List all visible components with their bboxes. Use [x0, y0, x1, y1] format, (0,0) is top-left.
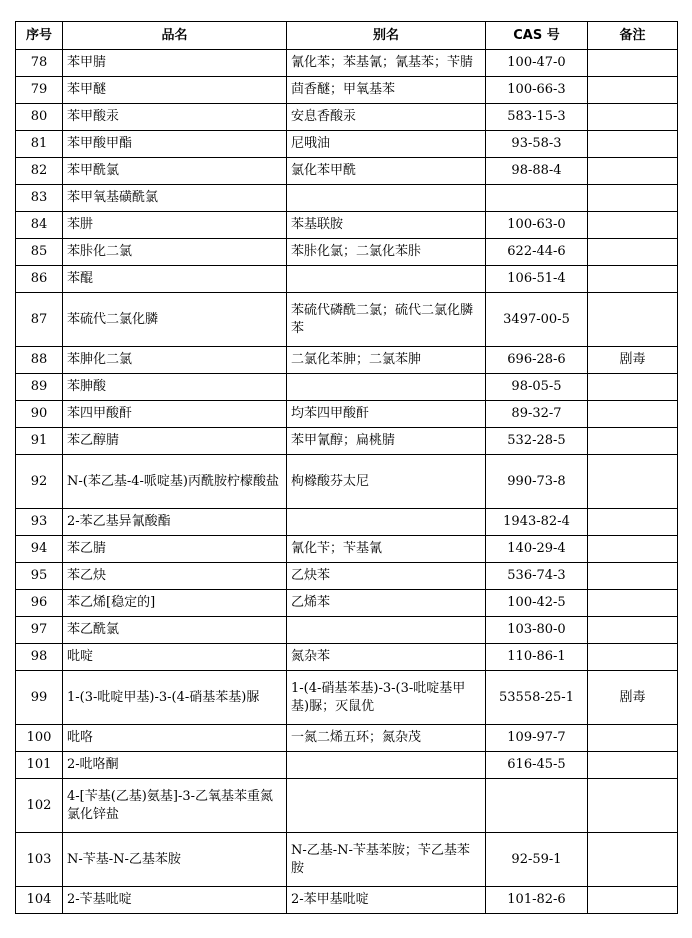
product-name-cell: 苯甲醚: [63, 77, 287, 104]
cas-number-cell: 100-42-5: [486, 590, 588, 617]
alias-cell: [287, 617, 486, 644]
table-row: [16, 752, 678, 779]
cas-number-cell: 89-32-7: [486, 401, 588, 428]
serial-number-cell: 78: [16, 50, 63, 77]
serial-number-cell: 82: [16, 158, 63, 185]
remarks-cell: [588, 239, 678, 266]
table-row: [16, 158, 678, 185]
cas-number-cell: 53558-25-1: [486, 671, 588, 725]
cas-number-cell: 3497-00-5: [486, 293, 588, 347]
cas-number-cell: 92-59-1: [486, 833, 588, 887]
cas-number-cell: 532-28-5: [486, 428, 588, 455]
cas-number-cell: 990-73-8: [486, 455, 588, 509]
table-row: [16, 347, 678, 374]
cas-number-cell: 100-47-0: [486, 50, 588, 77]
serial-number-cell: 103: [16, 833, 63, 887]
product-name-cell: 苯甲酸汞: [63, 104, 287, 131]
remarks-cell: [588, 590, 678, 617]
serial-number-cell: 97: [16, 617, 63, 644]
remarks-cell: [588, 536, 678, 563]
table-row: [16, 563, 678, 590]
remarks-cell: [588, 77, 678, 104]
serial-number-cell: 92: [16, 455, 63, 509]
alias-cell: 苯硫代磷酰二氯；硫代二氯化膦苯: [287, 293, 486, 347]
remarks-cell: [588, 617, 678, 644]
remarks-cell: [588, 779, 678, 833]
product-name-cell: 苯甲腈: [63, 50, 287, 77]
header-cas-number: CAS 号: [486, 22, 588, 50]
cas-number-cell: 100-63-0: [486, 212, 588, 239]
serial-number-cell: 100: [16, 725, 63, 752]
serial-number-cell: 85: [16, 239, 63, 266]
header-serial-number: 序号: [16, 22, 63, 50]
remarks-cell: [588, 185, 678, 212]
alias-cell: 氯化苯甲酰: [287, 158, 486, 185]
table-row: [16, 212, 678, 239]
product-name-cell: 4-[苄基(乙基)氨基]-3-乙氧基苯重氮氯化锌盐: [63, 779, 287, 833]
cas-number-cell: 536-74-3: [486, 563, 588, 590]
table-row: [16, 887, 678, 914]
serial-number-cell: 101: [16, 752, 63, 779]
table-row: [16, 77, 678, 104]
product-name-cell: 苯乙腈: [63, 536, 287, 563]
alias-cell: [287, 509, 486, 536]
cas-number-cell: 101-82-6: [486, 887, 588, 914]
serial-number-cell: 102: [16, 779, 63, 833]
serial-number-cell: 104: [16, 887, 63, 914]
product-name-cell: 1-(3-吡啶甲基)-3-(4-硝基苯基)脲: [63, 671, 287, 725]
remarks-cell: [588, 104, 678, 131]
cas-number-cell: 100-66-3: [486, 77, 588, 104]
table-row: [16, 509, 678, 536]
table-header: [16, 22, 678, 50]
alias-cell: 乙烯苯: [287, 590, 486, 617]
alias-cell: 氮杂苯: [287, 644, 486, 671]
product-name-cell: 苯四甲酸酐: [63, 401, 287, 428]
remarks-cell: [588, 752, 678, 779]
product-name-cell: 苯甲氧基磺酰氯: [63, 185, 287, 212]
alias-cell: 氰化苄；苄基氰: [287, 536, 486, 563]
alias-cell: [287, 185, 486, 212]
remarks-cell: [588, 887, 678, 914]
product-name-cell: 苯胩化二氯: [63, 239, 287, 266]
remarks-cell: [588, 563, 678, 590]
alias-cell: 氰化苯；苯基氰；氰基苯；苄腈: [287, 50, 486, 77]
alias-cell: 1-(4-硝基苯基)-3-(3-吡啶基甲基)脲；灭鼠优: [287, 671, 486, 725]
remarks-cell: [588, 428, 678, 455]
table-row: [16, 617, 678, 644]
product-name-cell: N-(苯乙基-4-哌啶基)丙酰胺柠檬酸盐: [63, 455, 287, 509]
product-name-cell: 苯甲酰氯: [63, 158, 287, 185]
alias-cell: 苯基联胺: [287, 212, 486, 239]
serial-number-cell: 88: [16, 347, 63, 374]
serial-number-cell: 89: [16, 374, 63, 401]
cas-number-cell: 140-29-4: [486, 536, 588, 563]
table-row: [16, 374, 678, 401]
serial-number-cell: 93: [16, 509, 63, 536]
table-row: [16, 401, 678, 428]
product-name-cell: 苯乙酰氯: [63, 617, 287, 644]
cas-number-cell: 109-97-7: [486, 725, 588, 752]
serial-number-cell: 87: [16, 293, 63, 347]
product-name-cell: 苯胂酸: [63, 374, 287, 401]
alias-cell: [287, 752, 486, 779]
table-row: [16, 833, 678, 887]
serial-number-cell: 83: [16, 185, 63, 212]
serial-number-cell: 84: [16, 212, 63, 239]
remarks-cell: [588, 644, 678, 671]
alias-cell: [287, 374, 486, 401]
product-name-cell: 苯硫代二氯化膦: [63, 293, 287, 347]
cas-number-cell: 616-45-5: [486, 752, 588, 779]
cas-number-cell: 110-86-1: [486, 644, 588, 671]
product-name-cell: 苯乙醇腈: [63, 428, 287, 455]
table-row: [16, 779, 678, 833]
table-row: [16, 590, 678, 617]
table-row: [16, 725, 678, 752]
serial-number-cell: 90: [16, 401, 63, 428]
table-row: [16, 428, 678, 455]
remarks-cell: [588, 212, 678, 239]
product-name-cell: 苯醌: [63, 266, 287, 293]
cas-number-cell: 622-44-6: [486, 239, 588, 266]
product-name-cell: N-苄基-N-乙基苯胺: [63, 833, 287, 887]
remarks-cell: [588, 50, 678, 77]
alias-cell: 一氮二烯五环；氮杂茂: [287, 725, 486, 752]
serial-number-cell: 99: [16, 671, 63, 725]
product-name-cell: 吡啶: [63, 644, 287, 671]
product-name-cell: 2-吡咯酮: [63, 752, 287, 779]
table-row: [16, 293, 678, 347]
alias-cell: [287, 266, 486, 293]
serial-number-cell: 80: [16, 104, 63, 131]
alias-cell: N-乙基-N-苄基苯胺；苄乙基苯胺: [287, 833, 486, 887]
table-row: [16, 104, 678, 131]
remarks-cell: [588, 293, 678, 347]
cas-number-cell: [486, 779, 588, 833]
cas-number-cell: 98-88-4: [486, 158, 588, 185]
alias-cell: 二氯化苯胂；二氯苯胂: [287, 347, 486, 374]
header-alias: 别名: [287, 22, 486, 50]
alias-cell: 茴香醚；甲氧基苯: [287, 77, 486, 104]
alias-cell: 安息香酸汞: [287, 104, 486, 131]
alias-cell: 尼哦油: [287, 131, 486, 158]
alias-cell: 苯甲氰醇；扁桃腈: [287, 428, 486, 455]
cas-number-cell: 98-05-5: [486, 374, 588, 401]
remarks-cell: [588, 509, 678, 536]
header-row: [16, 22, 678, 50]
alias-cell: 均苯四甲酸酐: [287, 401, 486, 428]
table-row: [16, 266, 678, 293]
remarks-cell: 剧毒: [588, 671, 678, 725]
cas-number-cell: 93-58-3: [486, 131, 588, 158]
alias-cell: 苯胩化氯；二氯化苯胩: [287, 239, 486, 266]
serial-number-cell: 96: [16, 590, 63, 617]
product-name-cell: 2-苯乙基异氰酸酯: [63, 509, 287, 536]
serial-number-cell: 91: [16, 428, 63, 455]
remarks-cell: [588, 401, 678, 428]
serial-number-cell: 79: [16, 77, 63, 104]
header-remarks: 备注: [588, 22, 678, 50]
table-row: [16, 455, 678, 509]
alias-cell: [287, 779, 486, 833]
serial-number-cell: 98: [16, 644, 63, 671]
chemicals-table: [15, 21, 678, 914]
serial-number-cell: 86: [16, 266, 63, 293]
alias-cell: 枸橼酸芬太尼: [287, 455, 486, 509]
alias-cell: 乙炔苯: [287, 563, 486, 590]
table-row: [16, 239, 678, 266]
product-name-cell: 吡咯: [63, 725, 287, 752]
product-name-cell: 苯甲酸甲酯: [63, 131, 287, 158]
product-name-cell: 2-苄基吡啶: [63, 887, 287, 914]
cas-number-cell: 696-28-6: [486, 347, 588, 374]
remarks-cell: [588, 158, 678, 185]
product-name-cell: 苯胂化二氯: [63, 347, 287, 374]
table-row: [16, 644, 678, 671]
product-name-cell: 苯乙炔: [63, 563, 287, 590]
serial-number-cell: 81: [16, 131, 63, 158]
header-product-name: 品名: [63, 22, 287, 50]
remarks-cell: [588, 725, 678, 752]
product-name-cell: 苯乙烯[稳定的]: [63, 590, 287, 617]
cas-number-cell: 103-80-0: [486, 617, 588, 644]
table-row: [16, 50, 678, 77]
alias-cell: 2-苯甲基吡啶: [287, 887, 486, 914]
cas-number-cell: 106-51-4: [486, 266, 588, 293]
table-body: [16, 50, 678, 914]
cas-number-cell: 583-15-3: [486, 104, 588, 131]
remarks-cell: [588, 833, 678, 887]
table-row: [16, 671, 678, 725]
serial-number-cell: 94: [16, 536, 63, 563]
table-row: [16, 185, 678, 212]
product-name-cell: 苯肼: [63, 212, 287, 239]
remarks-cell: [588, 266, 678, 293]
cas-number-cell: [486, 185, 588, 212]
remarks-cell: [588, 374, 678, 401]
remarks-cell: [588, 455, 678, 509]
cas-number-cell: 1943-82-4: [486, 509, 588, 536]
table-row: [16, 131, 678, 158]
serial-number-cell: 95: [16, 563, 63, 590]
table-row: [16, 536, 678, 563]
remarks-cell: [588, 131, 678, 158]
remarks-cell: 剧毒: [588, 347, 678, 374]
